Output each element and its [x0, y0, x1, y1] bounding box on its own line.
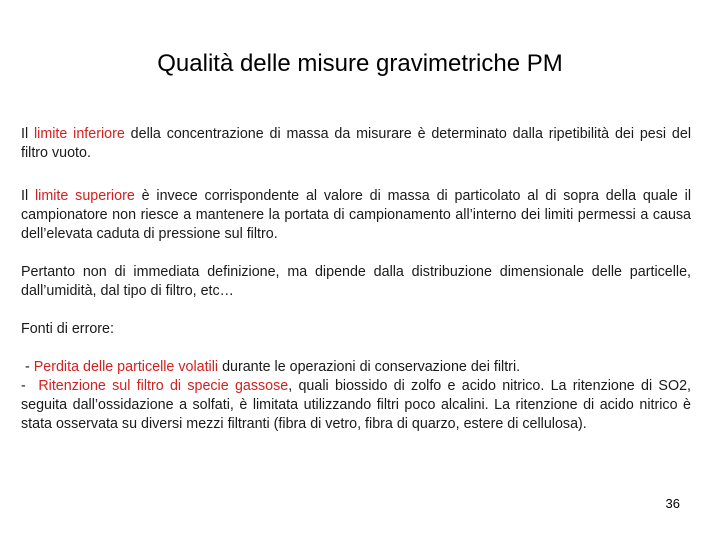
paragraph-lower-limit — [21, 125, 691, 163]
text: durante le operazioni di conservazione dei filtri. — [218, 359, 521, 375]
paragraph-upper-limit — [21, 187, 691, 244]
text: , quali biossido di zolfo e acido nitrico. La ritenzione di SO2, seguita dall’ossidazione a solfati, è limitata utilizzando filtri poco alcalini. La ritenzione di acido nitrico è stata osservata su diversi mezzi filtranti (fibra di vetro, fibra di quarzo, estere di cellulosa). — [21, 378, 691, 432]
text: Il — [21, 188, 35, 204]
paragraph-definition: Pertanto non di immediata definizione, ma dipende dalla distribuzione dimensionale delle particelle, dall’umidità, dal tipo di filtro, etc… — [21, 264, 691, 299]
bullet: - — [21, 378, 39, 394]
text: è invece corrispondente al valore di massa di particolato al di sopra della quale il campionatore non riesce a mantenere la portata di campionamento all’interno dei limiti permessi a causa dell’elevata caduta di pressione sul filtro. — [21, 188, 692, 242]
paragraph-error-sources-heading: Fonti di errore: — [21, 321, 114, 337]
highlight-lower-limit: limite inferiore — [33, 126, 125, 142]
paragraph-error-sources — [21, 358, 691, 434]
highlight-upper-limit: limite superiore — [34, 188, 135, 204]
error-item-gas-retention — [21, 377, 691, 434]
slide-title: Qualità delle misure gravimetriche PM — [157, 50, 563, 77]
bullet: - — [21, 359, 34, 375]
error-item-volatile — [21, 358, 691, 377]
page-number: 36 — [665, 496, 680, 511]
text: della concentrazione di massa da misurare è determinato dalla ripetibilità dei pesi del filtro vuoto. — [21, 126, 691, 161]
highlight-gas-retention: Ritenzione sul filtro di specie gassose — [38, 378, 289, 394]
text: Il — [21, 126, 34, 142]
highlight-volatile-loss: Perdita delle particelle volatili — [33, 359, 219, 375]
